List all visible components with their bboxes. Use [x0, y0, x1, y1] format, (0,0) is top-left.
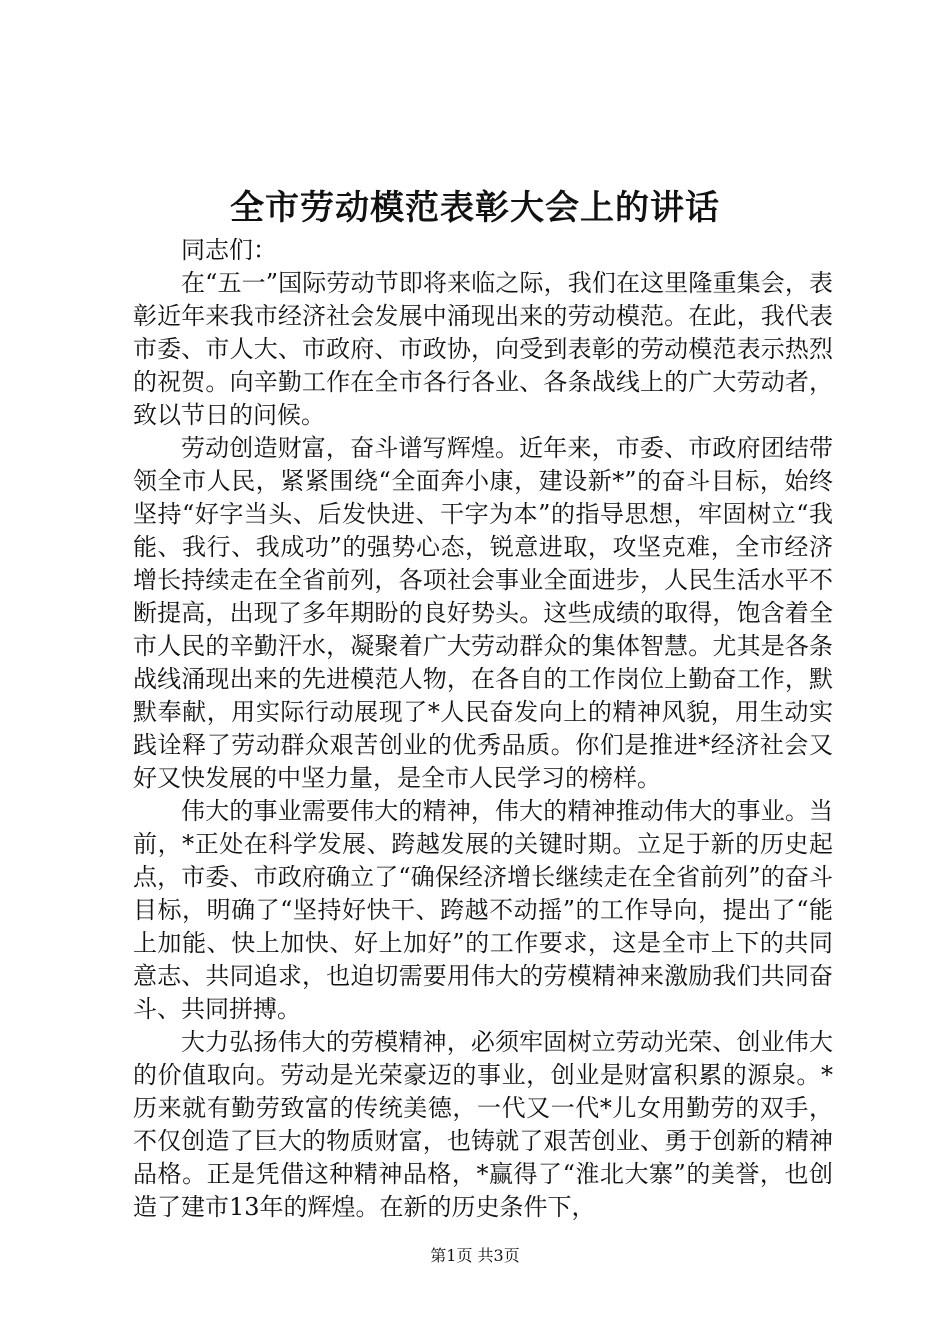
paragraph-3: 伟大的事业需要伟大的精神，伟大的精神推动伟大的事业。当前，*正处在科学发展、跨越发展的关键时期。立足于新的历史起点，市委、市政府确立了“确保经济增长继续走在全省前列”的奋斗目标，明确了“坚持好快干、跨越不动摇”的工作导向，提出了“能上加能、快上加快、好上加好”的工作要求，这是全市上下的共同意志、共同追求，也迫切需要用伟大的劳模精神来激励我们共同奋斗、共同拼搏。: [133, 797, 833, 1023]
paragraph-4: 大力弘扬伟大的劳模精神，必须牢固树立劳动光荣、创业伟大的价值取向。劳动是光荣豪迈的事业，创业是财富积累的源泉。*历来就有勤劳致富的传统美德，一代又一代*儿女用勤劳的双手，不仅创造了巨大的物质财富，也铸就了艰苦创业、勇于创新的精神品格。正是凭借这种精神品格，*赢得了“淮北大寨”的美誉，也创造了建市13年的辉煌。在新的历史条件下，: [133, 1028, 833, 1221]
document-title: 全市劳动模范表彰大会上的讲话: [230, 188, 720, 228]
page-indicator: 第1页 共3页: [430, 1246, 520, 1265]
document-body: [133, 234, 833, 1224]
paragraph-1: 在“五一”国际劳动节即将来临之际，我们在这里隆重集会，表彰近年来我市经济社会发展中涌现出来的劳动模范。在此，我代表市委、市人大、市政府、市政协，向受到表彰的劳动模范表示热烈的祝贺。向辛勤工作在全市各行各业、各条战线上的广大劳动者，致以节日的问候。: [133, 269, 833, 429]
salutation: 同志们：: [181, 236, 277, 264]
paragraph-2: 劳动创造财富，奋斗谱写辉煌。近年来，市委、市政府团结带领全市人民，紧紧围绕“全面奔小康，建设新*”的奋斗目标，始终坚持“好字当头、后发快进、干字为本”的指导思想，牢固树立“我能、我行、我成功”的强势心态，锐意进取，攻坚克难，全市经济增长持续走在全省前列，各项社会事业全面进步，人民生活水平不断提高，出现了多年期盼的良好势头。这些成绩的取得，饱含着全市人民的辛勤汗水，凝聚着广大劳动群众的集体智慧。尤其是各条战线涌现出来的先进模范人物，在各自的工作岗位上勤奋工作，默默奉献，用实际行动展现了*人民奋发向上的精神风貌，用生动实践诠释了劳动群众艰苦创业的优秀品质。你们是推进*经济社会又好又快发展的中坚力量，是全市人民学习的榜样。: [133, 434, 833, 792]
